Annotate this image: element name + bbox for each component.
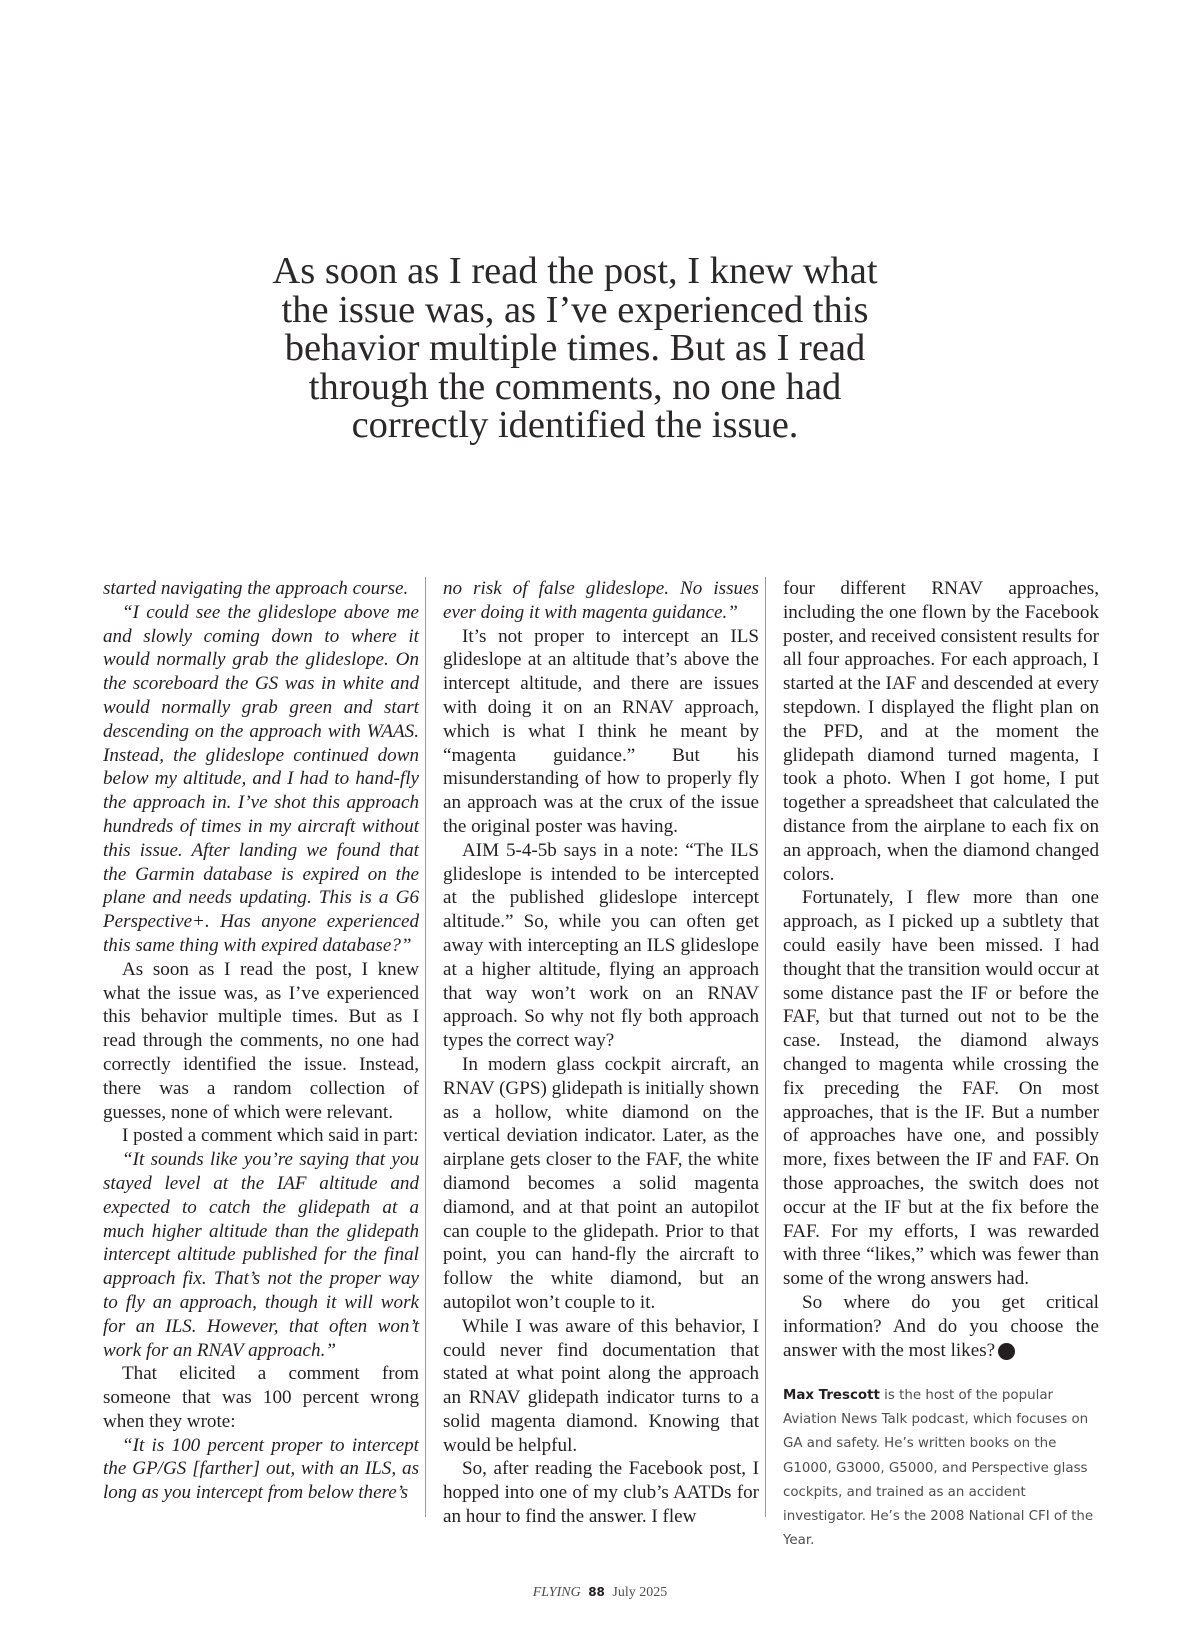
body-paragraph xyxy=(443,1315,759,1458)
body-paragraph xyxy=(103,958,419,1125)
body-paragraph xyxy=(103,1124,419,1148)
body-paragraph xyxy=(443,839,759,1053)
pull-quote-line: correctly identified the issue. xyxy=(351,404,799,447)
column-divider xyxy=(425,577,426,1517)
pull-quote xyxy=(230,252,920,445)
author-bio xyxy=(783,1384,1099,1553)
paragraph-text: four different RNAV approaches, including the one flown by the Facebook poster, and received consistent results for all four approaches. For each approach, I started at the IAF and descended at every stepdown. I displayed the flight plan on the PFD, and at the moment the glidepath diamond turned magenta, I took a photo. When I got home, I put together a spreadsheet that calculated the distance from the airplane to each fix on an approach, when the diamond changed colors. xyxy=(783,578,1099,885)
body-paragraph xyxy=(783,1291,1099,1362)
pull-quote-line: the issue was, as I’ve experienced this xyxy=(281,288,869,331)
body-paragraph xyxy=(783,577,1099,886)
article-column-1 xyxy=(103,577,419,1505)
paragraph-text: “I could see the glideslope above me and slowly coming down to where it would normally grab the glideslope. On the scoreboard the GS was in white and would normally grab green and start descending on the approach with WAAS. Instead, the glideslope continued down below my altitude, and I had to hand-fly the approach in. I’ve shot this approach hundreds of times in my aircraft without this issue. After landing we found that the Garmin database is expired on the plane and needs updating. This is a G6 Perspective+. Has anyone experienced this same thing with expired database?” xyxy=(103,601,419,956)
paragraph-text: I posted a comment which said in part: xyxy=(122,1125,419,1147)
author-name: Max Trescott xyxy=(783,1388,880,1403)
paragraph-text: As soon as I read the post, I knew what the issue was, as I’ve experienced this behavior multiple times. But as I read through the comments, no one had correctly identified the issue. Instead, there was a random collection of guesses, none of which were relevant. xyxy=(103,958,419,1123)
paragraph-text: In modern glass cockpit aircraft, an RNAV (GPS) glidepath is initially shown as a hollow, white diamond on the vertical deviation indicator. Later, as the airplane gets closer to the FAF, the white diamond becomes a solid magenta diamond, and at that point an autopilot can couple to the glidepath. Prior to that point, you can hand-fly the aircraft to follow the white diamond, but an autopilot won’t couple to it. xyxy=(443,1053,759,1313)
body-paragraph xyxy=(783,886,1099,1291)
page-number: 88 xyxy=(588,1585,605,1599)
body-paragraph xyxy=(103,1148,419,1362)
magazine-name: FLYING xyxy=(532,1585,581,1600)
issue-date: July 2025 xyxy=(612,1585,668,1600)
author-bio-text: is the host of the popular Aviation News Talk podcast, which focuses on GA and safety. He’s written books on the G1000, G3000, G5000, and Perspective glass cockpits, and trained as an accident investigator. He’s the 2008 National CFI of the Year. xyxy=(783,1388,1094,1549)
pull-quote-line: As soon as I read the post, I knew what xyxy=(272,250,878,292)
article-column-2 xyxy=(443,577,759,1529)
paragraph-text: So, after reading the Facebook post, I hopped into one of my club’s AATDs for an hour to find the answer. I flew xyxy=(443,1458,759,1528)
pull-quote-line: through the comments, no one had xyxy=(308,365,842,408)
paragraph-text: It’s not proper to intercept an ILS glideslope at an altitude that’s above the intercept altitude, and there are issues with doing it on an RNAV approach, which is what I think he meant by “magenta guidance.” But his misunderstanding of how to properly fly an approach was at the crux of the issue the original poster was having. xyxy=(443,625,759,837)
body-paragraph xyxy=(443,1053,759,1315)
paragraph-text: no risk of false glideslope. No issues ever doing it with magenta guidance.” xyxy=(443,578,759,623)
paragraph-text: So where do you get critical information? And do you choose the answer with the most likes? xyxy=(783,1291,1099,1361)
article-column-3 xyxy=(783,577,1099,1362)
page-footer xyxy=(0,1585,1200,1601)
body-paragraph xyxy=(103,1362,419,1433)
paragraph-text: “It is 100 percent proper to intercept the GP/GS [farther] out, with an ILS, as long as you intercept from below there’s xyxy=(103,1434,419,1504)
body-paragraph xyxy=(103,601,419,958)
body-paragraph xyxy=(103,1434,419,1505)
paragraph-text: “It sounds like you’re saying that you stayed level at the IAF altitude and expected to catch the glidepath at a much higher altitude than the glidepath intercept altitude published for the final approach fix. That’s not the proper way to fly an approach, though it will work for an ILS. However, that often won’t work for an RNAV approach.” xyxy=(103,1149,419,1361)
paragraph-text: That elicited a comment from someone that was 100 percent wrong when they wrote: xyxy=(103,1363,419,1432)
column-divider xyxy=(765,577,766,1517)
paragraph-text: Fortunately, I flew more than one approach, as I picked up a subtlety that could easily have been missed. I had thought that the transition would occur at some distance past the IF or before the FAF, but that turned out not to be the case. Instead, the diamond always changed to magenta while crossing the fix preceding the FAF. On most approaches, that is the IF. But a number of approaches have one, and possibly more, fixes between the IF and FAF. On those approaches, the switch does not occur at the IF but at the fix before the FAF. For my efforts, I was rewarded with three “likes,” which was fewer than some of the wrong answers had. xyxy=(783,887,1099,1290)
body-paragraph xyxy=(103,577,419,601)
paragraph-text: started navigating the approach course. xyxy=(103,578,409,599)
paragraph-text: AIM 5-4-5b says in a note: “The ILS glideslope is intended to be intercepted at the published glideslope intercept altitude.” So, while you can often get away with intercepting an ILS glideslope at a higher altitude, flying an approach that way won’t work on an RNAV approach. So why not fly both approach types the correct way? xyxy=(443,839,759,1052)
end-mark-icon: F xyxy=(998,1343,1015,1360)
paragraph-text: While I was aware of this behavior, I could never find documentation that stated at what point along the approach an RNAV glidepath indicator turns to a solid magenta diamond. Knowing that would be helpful. xyxy=(443,1315,759,1456)
body-paragraph xyxy=(443,625,759,839)
pull-quote-line: behavior multiple times. But as I read xyxy=(284,327,866,370)
body-paragraph xyxy=(443,577,759,625)
body-paragraph xyxy=(443,1457,759,1528)
